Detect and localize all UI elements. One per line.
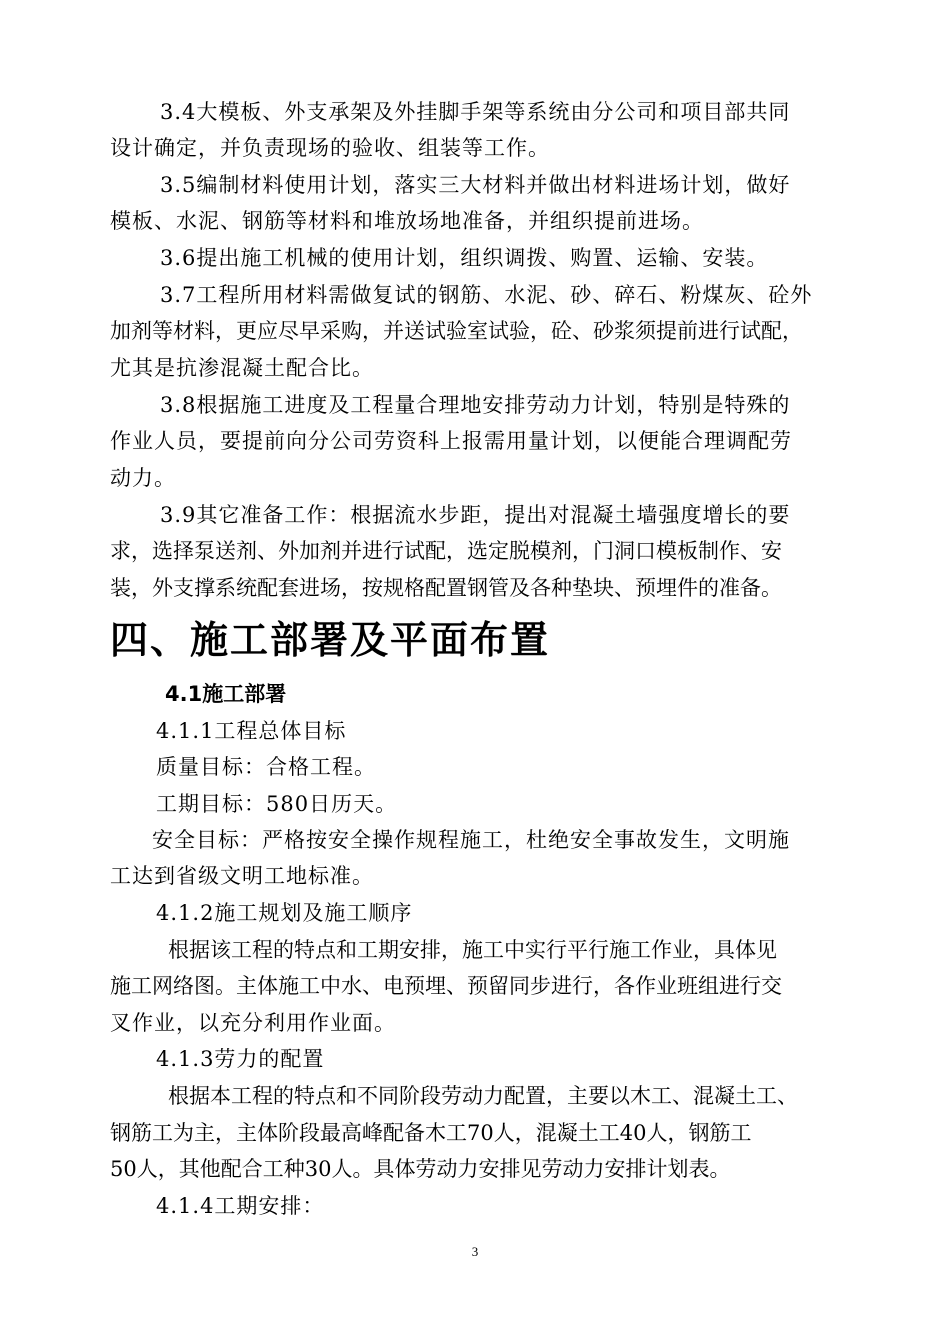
labor-line-1: 根据本工程的特点和不同阶段劳动力配置，主要以木工、混凝土工、 <box>168 1084 798 1108</box>
paragraph-3-4-line-2: 设计确定，并负责现场的验收、组装等工作。 <box>110 136 550 160</box>
section-4-1-4-title: 4.1.4工期安排： <box>156 1194 325 1218</box>
paragraph-3-8-line-1: 3.8根据施工进度及工程量合理地安排劳动力计划，特别是特殊的 <box>160 393 791 417</box>
section-4-1-3-title: 4.1.3劳力的配置 <box>156 1047 325 1071</box>
paragraph-3-7-line-1: 3.7工程所用材料需做复试的钢筋、水泥、砂、碎石、粉煤灰、砼外 <box>160 283 813 307</box>
safety-target-line-1: 安全目标：严格按安全操作规程施工，杜绝安全事故发生，文明施 <box>152 828 790 852</box>
safety-target-line-2: 工达到省级文明工地标准。 <box>110 864 374 888</box>
paragraph-3-4-line-1: 3.4大模板、外支承架及外挂脚手架等系统由分公司和项目部共同 <box>160 100 791 124</box>
quality-target: 质量目标：合格工程。 <box>156 755 376 779</box>
paragraph-3-5-line-2: 模板、水泥、钢筋等材料和堆放场地准备，并组织提前进场。 <box>110 209 704 233</box>
labor-line-3: 50人，其他配合工种30人。具体劳动力安排见劳动力安排计划表。 <box>110 1157 731 1181</box>
paragraph-3-5-line-1: 3.5编制材料使用计划，落实三大材料并做出材料进场计划，做好 <box>160 173 791 197</box>
paragraph-3-8-line-2: 作业人员，要提前向分公司劳资科上报需用量计划，以便能合理调配劳 <box>110 429 792 453</box>
section-4-1-1-title: 4.1.1工程总体目标 <box>156 719 347 743</box>
paragraph-3-9-line-2: 求，选择泵送剂、外加剂并进行试配，选定脱模剂，门洞口模板制作、安 <box>110 539 782 563</box>
plan-line-1: 根据该工程的特点和工期安排，施工中实行平行施工作业，具体见 <box>168 938 777 962</box>
labor-line-2: 钢筋工为主，主体阶段最高峰配备木工70人，混凝土工40人，钢筋工 <box>110 1121 752 1145</box>
paragraph-3-7-line-3: 尤其是抗渗混凝土配合比。 <box>110 356 374 380</box>
section-4-1-2-title: 4.1.2施工规划及施工顺序 <box>156 901 413 925</box>
section-4-1-heading: 4.1施工部署 <box>165 682 287 706</box>
paragraph-3-6-line-1: 3.6提出施工机械的使用计划，组织调拨、购置、运输、安装。 <box>160 246 769 270</box>
paragraph-3-9-line-1: 3.9其它准备工作：根据流水步距，提出对混凝土墙强度增长的要 <box>160 503 791 527</box>
plan-line-3: 叉作业，以充分利用作业面。 <box>110 1011 396 1035</box>
paragraph-3-9-line-3: 装，外支撑系统配套进场，按规格配置钢管及各种垫块、预埋件的准备。 <box>110 576 782 600</box>
plan-line-2: 施工网络图。主体施工中水、电预埋、预留同步进行，各作业班组进行交 <box>110 974 782 998</box>
page-number: 3 <box>471 1244 479 1259</box>
paragraph-3-8-line-3: 动力。 <box>110 466 176 490</box>
paragraph-3-7-line-2: 加剂等材料，更应尽早采购，并送试验室试验，砼、砂浆须提前进行试配， <box>110 319 803 343</box>
schedule-target: 工期目标：580日历天。 <box>156 792 398 816</box>
section-4-heading: 四、施工部署及平面布置 <box>110 618 551 662</box>
